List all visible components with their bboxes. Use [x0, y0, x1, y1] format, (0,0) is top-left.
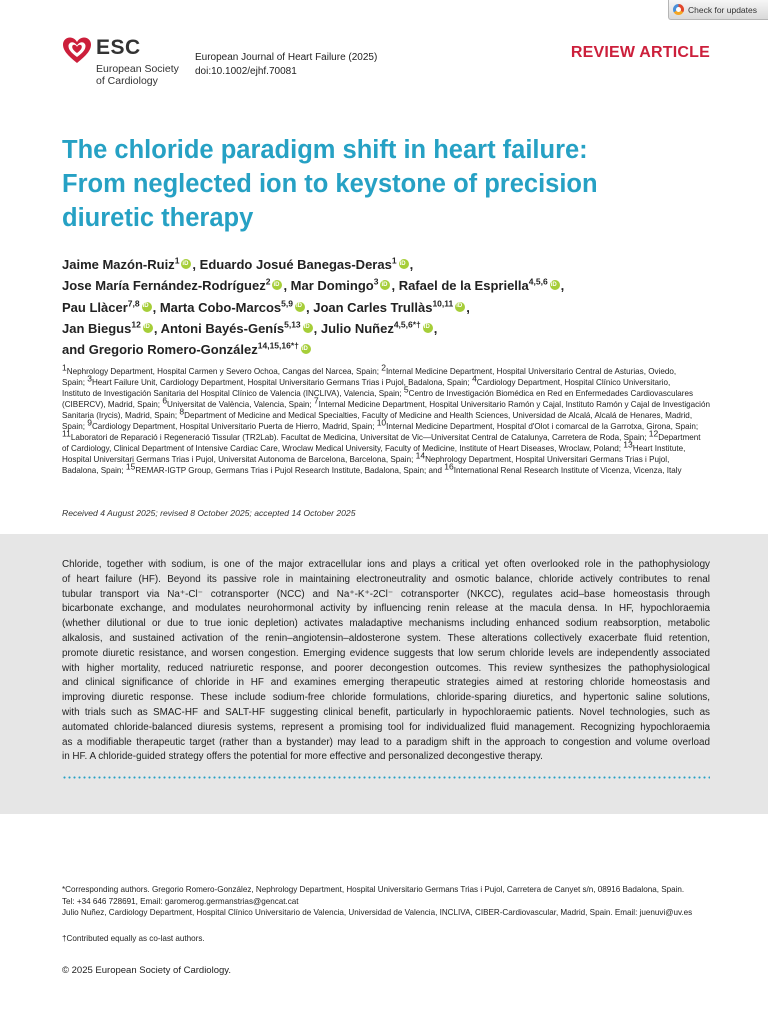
journal-info [195, 51, 377, 79]
orcid-icon[interactable] [181, 259, 191, 269]
title-line: diuretic therapy [62, 204, 254, 232]
author-line: Jose María Fernández-Rodríguez$^2$iD , Mar Domingo$^3$iD , Rafael de la Espriella$^{4,5,6}$iD , [62, 275, 722, 296]
abstract-line: promote diuretic resistance, and worsen congestion. Emerging evidence suggests that low serum chloride levels are independently associated [62, 647, 710, 659]
title-line: The chloride paradigm shift in heart failure: [62, 136, 588, 164]
copyright: © 2025 European Society of Cardiology. [62, 965, 231, 976]
article-type: REVIEW ARTICLE [570, 44, 710, 61]
abstract-line: bicarbonate exchange, and modulates neurohormonal activity by influencing renin release at the macula densa. In HF, hypochloraemia [62, 603, 710, 615]
esc-logo [62, 36, 182, 92]
journal-doi[interactable]: doi:10.1002/ejhf.70081 [195, 66, 297, 77]
contribution-note: †Contributed equally as co-last authors. [62, 934, 205, 943]
affiliations: $^1$Nephrology Department, Hospital Carmen y Severo Ochoa, Cangas del Narcea, Spain; $^2$Internal Medicine Department, Hospital Universitario Central de Asturias, Oviedo, Spain; $^3$Heart Failure Unit, Cardiology Department, Hospital Universitario Germans Trias i Pujol, Badalona, Spain; $^4$Cardiology Department, Hospital Clínico Universitario, Instituto de Investigación Sanitaria del Hospital Clínico de Valencia (INCLIVA), Valencia, Spain; $^5$Centro de Investigación Biomédica en Red en Enfermedades Cardiovasculares (CIBERCV), Madrid, Spain; $^6$Universitat de València, Valencia, Spain; $^7$Internal Medicine Department, Hospital Universitario Ramón y Cajal, Instituto Ramón y Cajal de Investigación Sanitaria (Irycis), Madrid, Spain; $^8$Department of Medicine and Medical Specialties, Faculty of Medicine and Health Sciences, Universidad de Alcalá, Alcalá de Henares, Madrid, Spain; $^9$Cardiology Department, Hospital Universitario Puerta de Hierro, Madrid, Spain; $^{10}$Internal Medicine Department, Hospital d'Olot i comarcal de la Garrotxa, Girona, Spain; $^{11}$Laboratori de Reparació i Regeneració Tissular (TR2Lab). Facultat de Medicina, Universitat de Vic—Universitat Central de Catalunya, Carretera de Roda, Spain; $^{12}$Department of Cardiology, Clinical Department of Intensive Cardiac Care, Wroclaw Medical University, Faculty of Medicine, Institute of Heart Diseases, Wroclaw, Poland; $^{13}$Heart Institute, Hospital Universitari Germans Trias i Pujol, Universitat Autonoma de Barcelona, Barcelona, Spain; $^{14}$Nephrology Department, Hospital Universitari Germans Trias i Pujol, Badalona, Spain; $^{15}$REMAR-IGTP Group, Germans Trias i Pujol Research Institute, Badalona, Spain; and $^{16}$International Renal Research Institute of Vicenza, Vicenza, Italy [62, 362, 710, 476]
author-line: Jaime Mazón-Ruiz$^1$iD , Eduardo Josué Banegas-Deras$^1$iD , [62, 254, 722, 275]
logo-line-2: of Cardiology [96, 74, 158, 87]
orcid-icon[interactable] [399, 259, 409, 269]
author-line: Jan Biegus$^{12}$iD , Antoni Bayés-Genís$^{5,13}$iD , Julio Nuñez$^{4,5,6*\dagger}$iD , [62, 318, 722, 339]
orcid-icon[interactable] [301, 344, 311, 354]
abstract-line: Chloride, together with sodium, is one of the major extracellular ions and plays a critical yet often overlooked role in the pathophysiology [62, 559, 710, 570]
abstract-line: alkalosis, and sustained activation of the renin–angiotensin–aldosterone system. These alterations collectively exacerbate fluid retention, [62, 632, 710, 644]
orcid-icon[interactable] [380, 280, 390, 290]
abstract-line: tubular transport via Na⁺-Cl⁻ cotransporter (NCC) and Na⁺-K⁺-2Cl⁻ cotransporter (NKCC), regulates acid–base homeostasis through [62, 588, 710, 600]
logo-abbr: ESC [96, 36, 141, 59]
orcid-icon[interactable] [423, 323, 433, 333]
orcid-icon[interactable] [550, 280, 560, 290]
journal-name: European Journal of Heart Failure (2025) [195, 52, 378, 63]
footnote-line: Tel: +34 646 728691, Email: garomerog.germanstrias@gencat.cat [62, 896, 299, 906]
heart-logo-icon [62, 36, 92, 66]
check-updates-label: Check for updates [688, 4, 757, 15]
abstract-line: in HF. A chloride-guided strategy offers the potential for more effective and personalized decongestive therapy. [62, 751, 543, 763]
abstract-line: automated chloride-balanced diuresis systems, represent a promising tool for individualized fluid management. Recognizing hypochloraemia [62, 721, 710, 733]
orcid-icon[interactable] [295, 302, 305, 312]
abstract-text [62, 558, 710, 765]
orcid-icon[interactable] [143, 323, 153, 333]
crossmark-icon [673, 4, 684, 15]
orcid-icon[interactable] [142, 302, 152, 312]
footnote-line: Julio Nuñez, Cardiology Department, Hospital Clínico Universitario de Valencia, Universidad de Valencia, INCLIVA, CIBER-Cardiovascular, Madrid, Spain. Email: juenuvi@uv.es [62, 908, 693, 917]
footnote-line: *Corresponding authors. Gregorio Romero-González, Nephrology Department, Hospital Universitario Germans Trias i Pujol, Carretera de Canyet s/n, 08916 Badalona, Spain. [62, 885, 685, 894]
author-list [62, 254, 722, 360]
received-dates: Received 4 August 2025; revised 8 October 2025; accepted 14 October 2025 [62, 508, 356, 518]
author-line: Pau Llàcer$^{7,8}$iD , Marta Cobo-Marcos$^{5,9}$iD , Joan Carles Trullàs$^{10,11}$iD , [62, 297, 722, 318]
abstract-line: as a modifiable therapeutic target (rather than a bystander) may lead to a paradigm shift in the approach to congestion and volume overload [62, 736, 710, 748]
abstract-line: with trials such as SMAC-HF and SALT-HF suggesting clinical benefit, particularly in hypochloraemic patients. Novel technologies, such as [62, 706, 710, 718]
orcid-icon[interactable] [272, 280, 282, 290]
article-title [62, 133, 722, 235]
abstract-line: improving diuretic response. These include sodium-free chloride formulations, chloride-sparing diuretics, and hypertonic saline solutions, [62, 692, 710, 704]
logo-society-name [96, 64, 179, 87]
orcid-icon[interactable] [455, 302, 465, 312]
abstract-line: and clinical significance of chloride in HF and examines emerging therapeutic strategies aimed at restoring chloride homeostasis and [62, 677, 710, 689]
dotted-divider [62, 776, 710, 779]
author-line: and Gregorio Romero-González$^{14,15,16*\dagger}$iD [62, 339, 722, 360]
abstract-line: (whether dilutional or due to true ionic depletion) activates maladaptive mechanisms including enhanced sodium reabsorption, metabolic [62, 618, 710, 630]
logo-line-1: European Society [96, 63, 179, 75]
check-for-updates-button[interactable] [668, 0, 768, 20]
abstract-line: of heart failure (HF). Beyond its passive role in maintaining electroneutrality and osmotic balance, chloride actively contributes to renal [62, 573, 710, 585]
corresponding-authors [62, 884, 692, 919]
abstract-line: with higher mortality, reduced natriuretic response, and poorer decongestion outcomes. This review synthesizes the pathophysiological [62, 662, 710, 674]
orcid-icon[interactable] [303, 323, 313, 333]
title-line: From neglected ion to keystone of precision [62, 170, 598, 198]
